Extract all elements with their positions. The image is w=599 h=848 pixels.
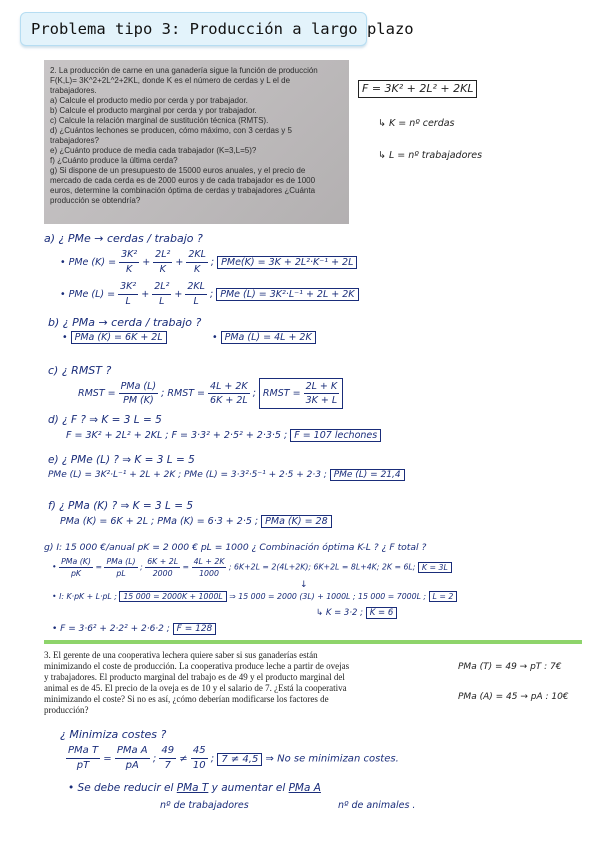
fraction: $\frac{\text{2L²}}{K}$ bbox=[155, 249, 171, 275]
p3-line: 3. El gerente de una cooperativa lechera quiere saber si sus ganaderías están bbox=[44, 650, 318, 660]
p2-line: mercado de cada cerda es de 2000 euros y de cada trabajador es de 1000 bbox=[50, 176, 316, 185]
fraction: $\frac{2KL}{K}$ bbox=[188, 249, 206, 275]
k-note: ↳ K = nº cerdas bbox=[378, 118, 455, 129]
p3-under-2: nº de animales . bbox=[338, 800, 416, 811]
a2-line: • PMe (L) = $\frac{\text{3K²}}{L}$ + $\frac{\text{2L²}}{L}$ + $\frac{2KL}{L}$ ; PMe (L) = 3K²·L⁻¹ + 2L + 2K bbox=[60, 280, 359, 309]
g2-line: • I: K·pK + L·pL ; 15 000 = 2000K + 1000L ⇒ 15 000 = 2000 (3L) + 1000L ; 15 000 = 7000L ; L = 2 bbox=[52, 592, 457, 601]
g4-line: • F = 3·6² + 2·2² + 2·6·2 ; F = 128 bbox=[52, 624, 216, 634]
section-divider bbox=[44, 640, 582, 644]
p2-line: euros, determine la combinación óptima de cerdas y trabajadores ¿Cuánta bbox=[50, 186, 316, 195]
e-result-box: PMe (L) = 21,4 bbox=[330, 469, 405, 481]
p3-result-box: 7 ≠ 4,5 bbox=[217, 753, 262, 766]
g3-line: ↳ K = 3·2 ; K = 6 bbox=[316, 608, 397, 618]
l-note: ↳ L = nº trabajadores bbox=[378, 150, 483, 161]
problem2-photo bbox=[44, 60, 349, 224]
b2-result-box: PMa (L) = 4L + 2K bbox=[221, 331, 316, 344]
page-title: Problema tipo 3: Producción a largo plazo bbox=[31, 20, 414, 38]
function-box: F = 3K² + 2L² + 2KL bbox=[358, 80, 477, 98]
c-line: RMST = $\frac{\text{PMa (L)}}{PM (K)}$ ; RMST = $\frac{4L + 2K}{6K + 2L}$ ; RMST = $\frac{2L + K}{3K + L}$ bbox=[78, 378, 343, 409]
b1-line: • PMa (K) = 6K + 2L bbox=[62, 332, 167, 343]
p2-line: b) Calcule el producto marginal por cerda y por trabajador. bbox=[50, 106, 257, 115]
a-heading: a) ¿ PMe → cerdas / trabajo ? bbox=[44, 232, 203, 245]
g1-arrow: ↓ bbox=[300, 580, 308, 590]
d-line: F = 3K² + 2L² + 2KL ; F = 3·3² + 2·5² + 2·3·5 ; F = 107 lechones bbox=[66, 430, 381, 441]
title-banner bbox=[20, 12, 414, 46]
fraction: $\frac{2KL}{L}$ bbox=[187, 281, 205, 307]
p2-line: c) Calcule la relación marginal de sustitución técnica (RMTS). bbox=[50, 116, 269, 125]
p3-line: minimizando el coste? Si no es así, ¿cómo deberían modificarse los factores de bbox=[44, 694, 329, 704]
p2-line: a) Calcule el producto medio por cerda y por trabajador. bbox=[50, 96, 248, 105]
fraction: $\frac{\text{3K²}}{L}$ bbox=[120, 281, 137, 307]
e-heading: e) ¿ PMe (L) ? ⇒ K = 3 L = 5 bbox=[48, 454, 195, 466]
p2-line: trabajadores. bbox=[50, 86, 97, 95]
p3-under-1: nº de trabajadores bbox=[160, 800, 249, 811]
c-result-box: RMST = $\frac{2L + K}{3K + L}$ bbox=[259, 378, 343, 409]
f-result-box: PMa (K) = 28 bbox=[261, 515, 332, 528]
p3-line: minimizando el coste de producción. La cooperativa produce leche a partir de ovejas bbox=[44, 661, 350, 671]
g3-result-box: K = 6 bbox=[366, 607, 398, 619]
p3-question: ¿ Minimiza costes ? bbox=[60, 728, 167, 741]
g-heading: g) I: 15 000 €/anual pK = 2 000 € pL = 1000 ¿ Combinación óptima K-L ? ¿ F total ? bbox=[44, 542, 427, 553]
c-heading: c) ¿ RMST ? bbox=[48, 364, 112, 377]
p2-line: producción se obtendría? bbox=[50, 196, 141, 205]
d-heading: d) ¿ F ? ⇒ K = 3 L = 5 bbox=[48, 414, 162, 426]
f-heading: f) ¿ PMa (K) ? ⇒ K = 3 L = 5 bbox=[48, 500, 194, 512]
g1-line: • $\frac{\text{PMa (K)}}{pK}$ = $\frac{\text{PMa (L)}}{pL}$ ; $\frac{6K + 2L}{2000}$ = $\frac{4L + 2K}{1000}$ ; 6K+2L = 2(4L+2K); 6K+2L = 8L+4K; 2K = 6L; K = 3L bbox=[52, 556, 452, 579]
p2-line: g) Si dispone de un presupuesto de 15000 euros anuales, y el precio de bbox=[50, 166, 306, 175]
e-line: PMe (L) = 3K²·L⁻¹ + 2L + 2K ; PMe (L) = 3·3²·5⁻¹ + 2·5 + 2·3 ; PMe (L) = 21,4 bbox=[48, 470, 405, 480]
b-heading: b) ¿ PMa → cerda / trabajo ? bbox=[48, 316, 202, 329]
a1-line: • PMe (K) = $\frac{\text{3K²}}{K}$ + $\frac{\text{2L²}}{K}$ + $\frac{2KL}{K}$ ; PMe(K) = 3K + 2L²·K⁻¹ + 2L bbox=[60, 248, 357, 277]
g4-result-box: F = 128 bbox=[173, 623, 217, 635]
g2-budget-box: 15 000 = 2000K + 1000L bbox=[119, 591, 226, 602]
p2-line: F(K,L)= 3K^2+2L^2+2KL, donde K es el número de cerdas y L el de bbox=[50, 76, 291, 85]
p3-note-1: PMa (T) = 49 → pT : 7€ bbox=[458, 662, 562, 672]
p3-line: producción? bbox=[44, 705, 89, 715]
p3-final: • Se debe reducir el PMa T y aumentar el PMa A bbox=[68, 782, 321, 794]
p2-line: f) ¿Cuánto produce la última cerda? bbox=[50, 156, 178, 165]
d-result-box: F = 107 lechones bbox=[290, 429, 381, 442]
p3-line: y trabajadores. El producto marginal del trabajo es de 49 y el producto marginal del bbox=[44, 672, 345, 682]
g1-result-box: K = 3L bbox=[418, 562, 452, 573]
f-line: PMa (K) = 6K + 2L ; PMa (K) = 6·3 + 2·5 ; PMa (K) = 28 bbox=[60, 516, 332, 527]
p2-line: 2. La producción de carne en una ganadería sigue la función de producción bbox=[50, 66, 318, 75]
fraction: $\frac{\text{3K²}}{K}$ bbox=[121, 249, 138, 275]
b1-result-box: PMa (K) = 6K + 2L bbox=[71, 331, 167, 344]
g2-result-box: L = 2 bbox=[429, 591, 458, 602]
fraction: $\frac{\text{2L²}}{L}$ bbox=[154, 281, 170, 307]
p3-equation: $\frac{\text{PMa T}}{pT}$ = $\frac{\text{PMa A}}{pA}$ ; $\frac{49}{7}$ ≠ $\frac{45}{10}$ ; 7 ≠ 4,5 ⇒ No se minimizan costes. bbox=[68, 745, 399, 771]
p2-line: d) ¿Cuántos lechones se producen, cómo máximo, con 3 cerdas y 5 bbox=[50, 126, 292, 135]
a2-result-box: PMe (L) = 3K²·L⁻¹ + 2L + 2K bbox=[216, 288, 358, 301]
b2-line: • PMa (L) = 4L + 2K bbox=[212, 332, 316, 343]
p2-line: trabajadores? bbox=[50, 136, 99, 145]
p2-line: e) ¿Cuánto produce de media cada trabajador (K=3,L=5)? bbox=[50, 146, 257, 155]
a1-result-box: PMe(K) = 3K + 2L²·K⁻¹ + 2L bbox=[217, 256, 357, 269]
p3-line: animal es de 45. El precio de la oveja es de 10 y el salario de 7. ¿Está la cooperativa bbox=[44, 683, 347, 693]
p3-note-2: PMa (A) = 45 → pA : 10€ bbox=[458, 692, 569, 702]
